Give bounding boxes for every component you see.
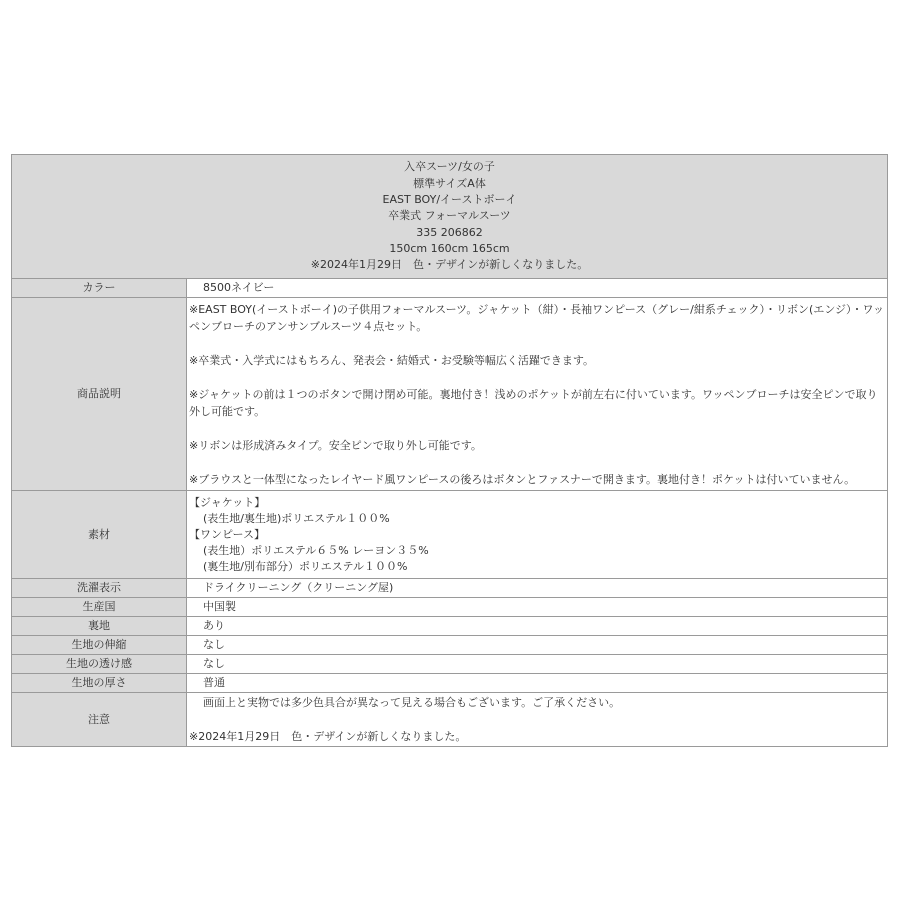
row-stretch: [12, 636, 888, 655]
label-notes: 注意: [12, 693, 187, 747]
description-paragraph: ※EAST BOY(イーストボーイ)の子供用フォーマルスーツ。ジャケット（紺）・長袖ワンピース（グレー/紺系チェック）・リボン(エンジ）・ワッペンブローチのアンサンブルスーツ４点セット。: [189, 302, 884, 333]
label-origin: 生産国: [12, 598, 187, 617]
label-color: カラー: [12, 279, 187, 298]
value-color: 8500ネイビー: [187, 279, 888, 298]
description-paragraph: ※卒業式・入学式にはもちろん、発表会・結婚式・お受験等幅広く活躍できます。: [189, 353, 594, 367]
notes-line: 画面上と実物では多少色具合が異なって見える場合もございます。ご了承ください。: [203, 696, 621, 709]
header-line: ※2024年1月29日 色・デザインが新しくなりました。: [310, 258, 589, 272]
label-sheerness: 生地の透け感: [12, 655, 187, 674]
row-description: [12, 298, 888, 491]
value-notes: [187, 693, 888, 747]
material-line: 【ジャケット】: [189, 495, 266, 509]
notes-line: ※2024年1月29日 色・デザインが新しくなりました。: [189, 730, 467, 743]
label-stretch: 生地の伸縮: [12, 636, 187, 655]
header-line: 150cm 160cm 165cm: [389, 241, 510, 255]
row-lining: [12, 617, 888, 636]
row-origin: [12, 598, 888, 617]
value-lining: あり: [187, 617, 888, 636]
label-thickness: 生地の厚さ: [12, 674, 187, 693]
label-material: 素材: [12, 491, 187, 579]
description-paragraph: ※リボンは形成済みタイプ。安全ピンで取り外し可能です。: [189, 438, 482, 452]
description-paragraph: ※ブラウスと一体型になったレイヤード風ワンピースの後ろはボタンとファスナーで開きます。裏地付き！ポケットは付いていません。: [189, 472, 856, 486]
product-spec-table: [11, 154, 888, 747]
header-line: EAST BOY/イーストボーイ: [382, 193, 517, 207]
row-color: [12, 279, 888, 298]
label-description: 商品説明: [12, 298, 187, 491]
header-line: 入卒スーツ/女の子: [404, 160, 495, 174]
material-line: 【ワンピース】: [189, 527, 266, 541]
value-sheerness: なし: [187, 655, 888, 674]
value-thickness: 普通: [187, 674, 888, 693]
row-washing: [12, 579, 888, 598]
header-line: 卒業式 フォーマルスーツ: [388, 209, 511, 223]
value-stretch: なし: [187, 636, 888, 655]
material-line: (表生地/裏生地)ポリエステル１００%: [203, 511, 390, 525]
label-lining: 裏地: [12, 617, 187, 636]
value-material: [187, 491, 888, 579]
value-origin: 中国製: [187, 598, 888, 617]
row-material: [12, 491, 888, 579]
description-paragraph: ※ジャケットの前は１つのボタンで開け閉め可能。裏地付き！浅めのポケットが前左右に付いています。ワッペンブローチは安全ピンで取り外し可能です。: [189, 387, 878, 418]
value-description: [187, 298, 888, 491]
label-washing: 洗濯表示: [12, 579, 187, 598]
header-row: [12, 155, 888, 279]
row-notes: [12, 693, 888, 747]
material-line: (裏生地/別布部分）ポリエステル１００%: [203, 559, 408, 573]
product-header: [12, 155, 888, 279]
header-line: 335 206862: [416, 225, 483, 239]
row-thickness: [12, 674, 888, 693]
row-sheerness: [12, 655, 888, 674]
material-line: (表生地）ポリエステル６５% レーヨン３５%: [203, 543, 429, 557]
header-line: 標準サイズA体: [413, 176, 486, 190]
value-washing: ドライクリーニング（クリーニング屋): [187, 579, 888, 598]
